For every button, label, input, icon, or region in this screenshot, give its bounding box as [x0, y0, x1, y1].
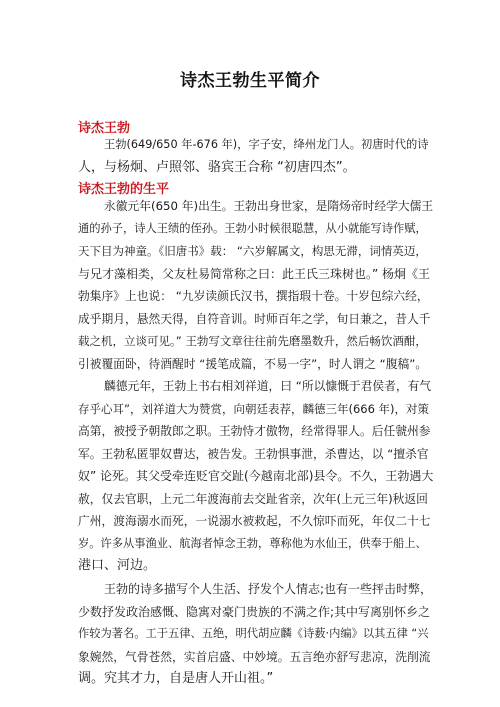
text-line: 军。王勃私匿罪奴曹达，被告发。王勃惧事泄，杀曹达，以 “擅杀官 [78, 446, 429, 461]
text-line: 存乎心耳”，刘祥道大为赞赏，向朝廷表荐，麟德三年(666 年)，对策 [78, 401, 430, 416]
text-line: 麟德元年，王勃上书右相刘祥道，曰 “所以慷慨于君侯者，有气 [104, 379, 432, 393]
paragraph-birth [78, 195, 433, 375]
text-line: 岁。许多从事渔业、航海者悼念王勃，尊称他为水仙王，供奉于船上、 [78, 536, 427, 550]
text-line: 与兄才藻相类，父友杜易简常称之曰：此王氏三珠树也。” 杨炯《王 [78, 266, 431, 281]
page-title: 诗杰王勃生平简介 [180, 71, 320, 91]
paragraph-career [78, 375, 433, 578]
text-line: 作较为著名。工于五律、五绝，明代胡应麟《诗薮·内编》以其五律 “兴 [78, 627, 429, 640]
text-line: 天下目为神童。《旧唐书》载： “六岁解属文，构思无滞，词情英迈， [78, 244, 427, 258]
text-line: 高第，被授予朝散郎之职。王勃恃才傲物，经常得罪人。后任虢州参 [78, 424, 431, 438]
text-line: 永徽元年(650 年)出生。王勃出身世家，是隋炀帝时经学大儒王 [104, 199, 434, 213]
section-heading-intro: 诗杰王勃 [78, 121, 131, 136]
text-line: 王勃的诗多描写个人生活、抒发个人情志;也有一些抨击时弊， [104, 582, 433, 596]
text-line: 成乎期月，悬然天得，自符音训。时师百年之学，旬日兼之，昔人千 [78, 311, 431, 326]
text-line: 引被覆面卧，待酒醒时 “援笔成篇，不易一字”，时人谓之 “腹稿”。 [78, 356, 428, 371]
text-line: 调。究其才力，自是唐人开山祖。” [78, 671, 274, 686]
text-line: 港口、河边。 [78, 558, 157, 573]
text-line: 通的孙子，诗人王绩的侄孙。王勃小时候很聪慧，从小就能写诗作赋， [78, 221, 427, 235]
text-line: 奴” 论死。其父受牵连贬官交趾(今越南北部)县令。不久，王勃遇大 [78, 469, 434, 483]
paragraph-poetry [78, 578, 433, 691]
paragraph-intro [78, 134, 433, 179]
text-line: 少数抒发政治感慨、隐寓对豪门贵族的不满之作;其中写离别怀乡之 [78, 604, 431, 619]
text-line: 载之机，立谈可见。” 王勃写文章往往前先磨墨数升，然后畅饮酒酣， [78, 334, 427, 348]
section-heading-life: 诗杰王勃的生平 [78, 182, 170, 197]
text-line: 王勃(649/650 年-676 年)，字子安，绛州龙门人。初唐时代的诗 [104, 138, 429, 151]
text-line: 广州，渡海溺水而死，一说溺水被救起，不久惊吓而死，年仅二十七 [78, 514, 431, 528]
text-line: 赦，仅去官职，上元二年渡海前去交趾省亲，次年(上元三年)秋返回 [78, 491, 428, 506]
text-line: 象婉然，气骨苍然，实首启盛、中妙境。五言绝亦舒写悲凉，洗削流 [78, 649, 431, 664]
text-line: 勃集序》上也说： “九岁读颜氏汉书，撰指瑕十卷。十岁包综六经， [78, 289, 429, 303]
text-line: 人，与杨炯、卢照邻、骆宾王合称 “初唐四杰”。 [78, 159, 356, 175]
